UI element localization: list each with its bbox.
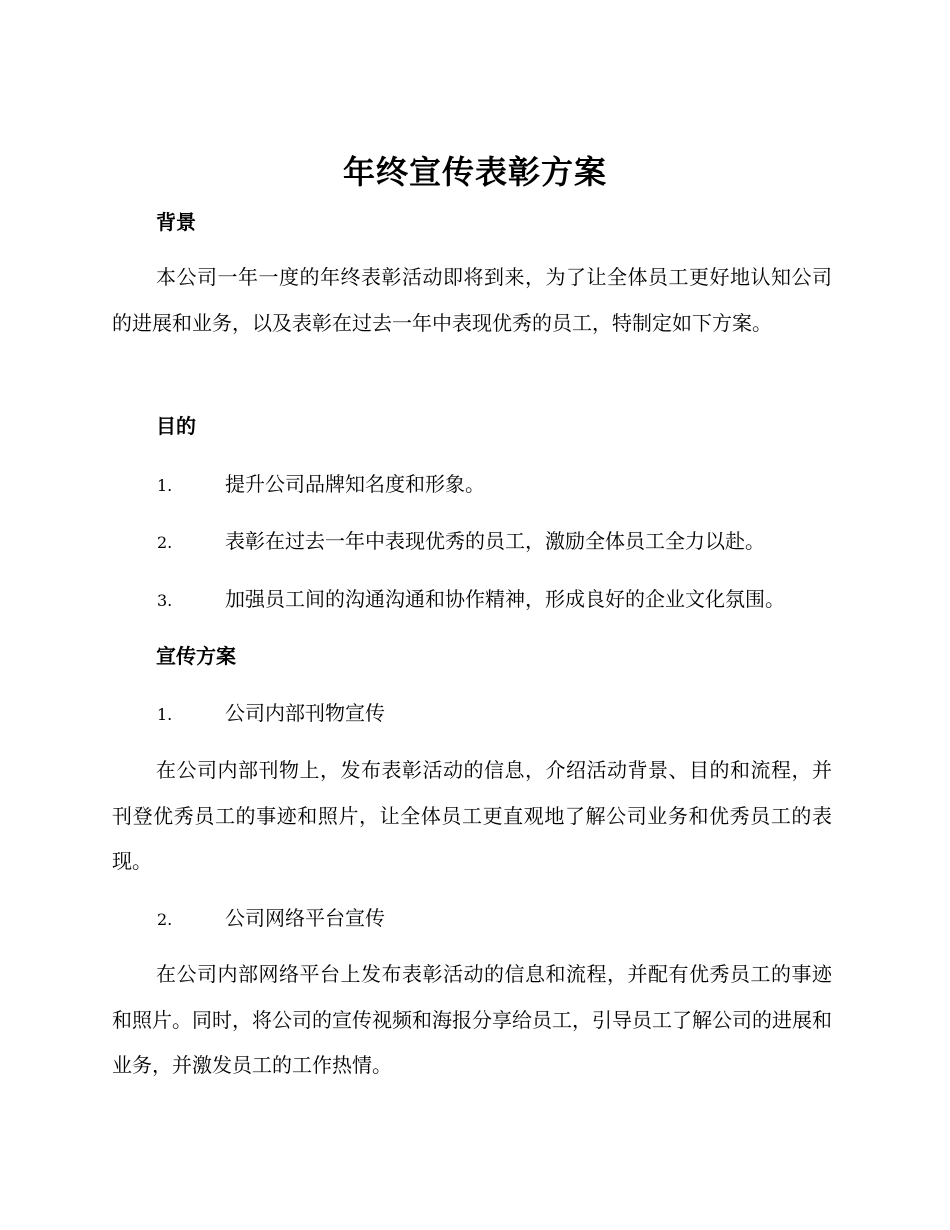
- list-item-number: 2.: [157, 533, 173, 552]
- plan-subsection-title: [157, 903, 857, 935]
- purpose-list-item: [157, 526, 857, 558]
- document-title: 年终宣传表彰方案: [342, 153, 607, 191]
- purpose-list-item: [157, 469, 857, 501]
- subsection-title-text: 公司内部刊物宣传: [225, 701, 385, 725]
- subsection-title-text: 公司网络平台宣传: [225, 906, 385, 930]
- section-heading-purpose: 目的: [156, 414, 196, 438]
- list-item-text: 提升公司品牌知名度和形象。: [225, 472, 485, 496]
- section-heading-plan: 宣传方案: [156, 644, 236, 668]
- plan-paragraph-network-platform: 在公司内部网络平台上发布表彰活动的信息和流程，并配有优秀员工的事迹和照片。同时，将公司的宣传视频和海报分享给员工，引导员工了解公司的进展和业务，并激发员工的工作热情。: [112, 962, 832, 1077]
- list-item-number: 3.: [157, 591, 173, 610]
- list-item-text: 表彰在过去一年中表现优秀的员工，激励全体员工全力以赴。: [225, 529, 765, 553]
- background-paragraph: 本公司一年一度的年终表彰活动即将到来，为了让全体员工更好地认知公司的进展和业务，以及表彰在过去一年中表现优秀的员工，特制定如下方案。: [112, 265, 832, 335]
- plan-subsection-title: [157, 698, 857, 730]
- subsection-number: 2.: [157, 910, 173, 929]
- section-heading-background: 背景: [156, 210, 196, 234]
- list-item-text: 加强员工间的沟通沟通和协作精神，形成良好的企业文化氛围。: [225, 587, 785, 611]
- purpose-list-item: [157, 584, 857, 616]
- subsection-number: 1.: [157, 705, 173, 724]
- plan-paragraph-internal-publication: 在公司内部刊物上，发布表彰活动的信息，介绍活动背景、目的和流程，并刊登优秀员工的事迹和照片，让全体员工更直观地了解公司业务和优秀员工的表现。: [112, 758, 832, 873]
- list-item-number: 1.: [157, 476, 173, 495]
